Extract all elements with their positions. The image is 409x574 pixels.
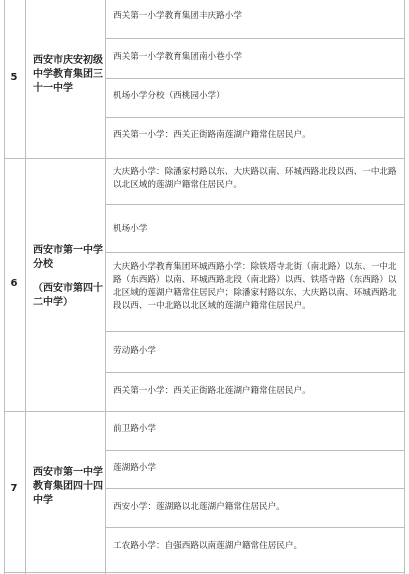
area-cell: 西关第一小学：西关正街路北莲湖户籍常住居民户。: [113, 386, 311, 396]
school-name-line: 西安市第一中学: [33, 467, 103, 478]
area-cell: 工农路小学：自强西路以南莲湖户籍常住居民户。: [113, 541, 303, 551]
school-name-line: （西安市第四十: [33, 283, 103, 294]
school-name-line: 中学教育集团三: [33, 69, 103, 80]
area-cell: 机场小学: [113, 224, 148, 234]
school-name: [33, 54, 103, 96]
school-name: [33, 466, 103, 508]
school-name-line: 分校: [33, 259, 53, 270]
school-name-line: 西安市庆安初级: [33, 55, 103, 66]
school-name-line: 中学: [33, 495, 53, 506]
school-name-line: 西安市第一中学: [33, 245, 103, 256]
school-name: [33, 244, 103, 310]
area-cell: 西安小学：莲湖路以北莲湖户籍常住居民户。: [113, 502, 285, 512]
row-number: 7: [10, 483, 18, 494]
area-cell: 西关第一小学教育集团南小巷小学: [113, 52, 242, 62]
cell-separator: [105, 450, 405, 451]
cell-separator: [105, 252, 405, 253]
cell-separator: [105, 38, 405, 39]
row-number: 6: [10, 278, 18, 289]
school-name-line: 十一中学: [33, 83, 73, 94]
cell-separator: [105, 117, 405, 118]
area-cell: 西关第一小学教育集团丰庆路小学: [113, 11, 242, 21]
area-cell: 莲湖路小学: [113, 463, 156, 473]
cell-separator: [105, 204, 405, 205]
table-border-bottom: [4, 572, 405, 573]
area-cell: 大庆路小学：除潘家村路以东、大庆路以南、环城西路北段以西、一中北路以北区域的莲湖户籍常住居民户。: [113, 167, 397, 190]
area-cell: 前卫路小学: [113, 424, 156, 434]
row-number: 5: [10, 72, 18, 83]
school-name-line: 教育集团四十四: [33, 481, 103, 492]
area-cell: 机场小学分校（西桃园小学）: [113, 91, 225, 101]
cell-separator: [105, 488, 405, 489]
cell-separator: [105, 527, 405, 528]
school-name-line: 二中学）: [33, 297, 73, 308]
row-separator: [4, 158, 405, 159]
cell-separator: [105, 78, 405, 79]
cell-separator: [105, 372, 405, 373]
area-cell: 劳动路小学: [113, 346, 156, 356]
row-separator: [4, 411, 405, 412]
cell-separator: [105, 331, 405, 332]
area-cell: 大庆路小学教育集团环城西路小学：除铁塔寺北街（南北路）以东、一中北路（东西路）以南、环城西路北段（南北路）以西、铁塔寺路（东西路）以北区域的莲湖户籍常住居民户；除潘家村路以东、大庆路以南、环城西路北段以西、一中北路以北区域的莲湖户籍常住居民户。: [113, 262, 397, 311]
area-cell: 西关第一小学：西关正街路南莲湖户籍常住居民户。: [113, 130, 311, 140]
column-divider-number: [25, 0, 26, 574]
